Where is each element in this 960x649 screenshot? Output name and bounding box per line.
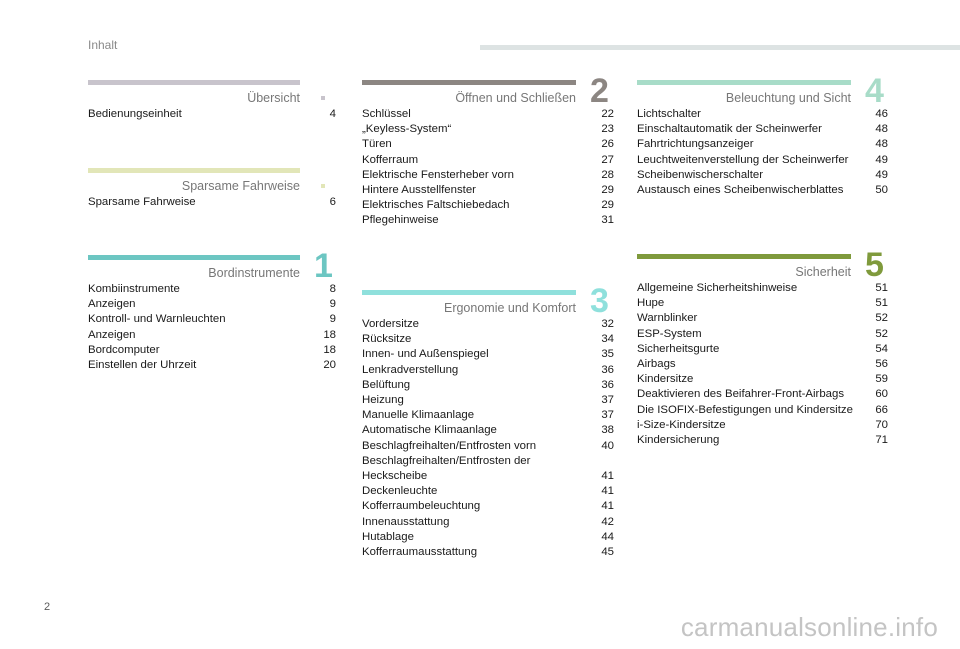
entry-page: 20 (323, 359, 336, 372)
entry-label: „Keyless-System“ (362, 123, 452, 136)
entry-page: 41 (601, 500, 614, 513)
entry-label: Sicherheitsgurte (637, 342, 720, 355)
toc-entry (362, 107, 614, 122)
entry-label: Elektrische Fensterheber vorn (362, 168, 514, 181)
toc-entry (362, 530, 614, 545)
entry-label: Bedienungseinheit (88, 108, 182, 120)
entry-page: 22 (601, 108, 614, 120)
entry-list (88, 282, 336, 373)
section-title: Übersicht (247, 91, 300, 105)
entry-list (362, 107, 614, 229)
toc-entry (637, 122, 888, 137)
toc-entry (637, 418, 888, 433)
section-bar (362, 80, 576, 85)
entry-label: Anzeigen (88, 298, 136, 311)
entry-page: 18 (323, 328, 336, 341)
entry-page: 48 (875, 123, 888, 136)
toc-entry (362, 153, 614, 168)
entry-page: 49 (875, 168, 888, 181)
toc-entry (637, 107, 888, 122)
entry-page: 35 (601, 348, 614, 361)
toc-entry (362, 363, 614, 378)
section-title: Bordinstrumente (208, 266, 300, 280)
entry-page: 36 (601, 363, 614, 376)
entry-label: Kofferraumbeleuchtung (362, 500, 481, 513)
entry-label: Hintere Ausstellfenster (362, 184, 476, 197)
entry-page: 51 (875, 282, 888, 294)
entry-label: Warnblinker (637, 312, 698, 325)
entry-label: Hutablage (362, 530, 414, 543)
toc-entry (637, 357, 888, 372)
section-uebersicht (88, 80, 336, 122)
toc-entry (637, 168, 888, 183)
entry-page: 41 (601, 485, 614, 498)
entry-label: Einstellen der Uhrzeit (88, 359, 197, 372)
header-bar (480, 45, 960, 50)
section-number: 3 (590, 282, 609, 320)
entry-label: Kofferraumausstattung (362, 546, 478, 559)
entry-label: Deckenleuchte (362, 485, 438, 498)
entry-label: Kofferraum (362, 153, 419, 166)
entry-page: 71 (875, 434, 888, 447)
entry-label: Lichtschalter (637, 108, 701, 120)
entry-label: Hupe (637, 297, 665, 310)
entry-page: 48 (875, 138, 888, 151)
section-marker (321, 184, 325, 188)
section-bar (88, 255, 300, 260)
entry-page: 52 (875, 312, 888, 325)
entry-label: Innenausstattung (362, 515, 450, 528)
toc-entry (637, 137, 888, 152)
entry-page: 37 (601, 409, 614, 422)
section-title: Sparsame Fahrweise (181, 179, 300, 193)
entry-page: 6 (329, 196, 336, 208)
toc-entry (88, 195, 336, 210)
entry-page: 8 (329, 283, 336, 295)
toc-entry (362, 347, 614, 362)
toc-entry (88, 297, 336, 312)
entry-page: 54 (875, 342, 888, 355)
toc-entry (88, 312, 336, 327)
section-marker (321, 96, 325, 100)
entry-label: Pflegehinweise (362, 214, 439, 227)
toc-entry (362, 545, 614, 560)
toc-entry (362, 122, 614, 137)
entry-label: Kontroll- und Warnleuchten (88, 313, 226, 326)
entry-page: 9 (329, 298, 336, 311)
entry-page: 38 (601, 424, 614, 437)
entry-page: 60 (875, 388, 888, 401)
entry-list (637, 281, 888, 448)
toc-entry (362, 332, 614, 347)
entry-label: Beschlagfreihalten/Entfrosten vorn (362, 439, 537, 452)
entry-label: Elektrisches Faltschiebedach (362, 199, 510, 212)
section-title: Beleuchtung und Sicht (725, 91, 851, 105)
toc-entry (362, 393, 614, 408)
section-title: Öffnen und Schließen (455, 91, 576, 105)
toc-entry (88, 107, 336, 122)
entry-label: Innen- und Außenspiegel (362, 348, 489, 361)
entry-page: 27 (601, 153, 614, 166)
section-sicherheit (637, 246, 888, 448)
entry-page: 40 (601, 439, 614, 452)
entry-page: 36 (601, 378, 614, 391)
entry-label: Rücksitze (362, 333, 412, 346)
entry-page: 46 (875, 108, 888, 120)
entry-page: 49 (875, 153, 888, 166)
entry-label: Kindersitze (637, 373, 694, 386)
entry-page: 31 (601, 214, 614, 227)
section-bar (637, 80, 851, 85)
entry-label: Schlüssel (362, 108, 411, 120)
entry-label: Anzeigen (88, 328, 136, 341)
entry-page: 37 (601, 394, 614, 407)
toc-entry (88, 358, 336, 373)
entry-page: 56 (875, 358, 888, 371)
entry-page: 29 (601, 184, 614, 197)
entry-label: Airbags (637, 358, 676, 371)
section-bar (362, 290, 576, 295)
entry-page: 9 (329, 313, 336, 326)
toc-entry (637, 433, 888, 448)
entry-label: Bordcomputer (88, 343, 160, 356)
toc-entry (637, 372, 888, 387)
section-number: 5 (865, 246, 884, 284)
entry-label: Einschaltautomatik der Scheinwerfer (637, 123, 822, 136)
entry-page: 42 (601, 515, 614, 528)
toc-entry (362, 137, 614, 152)
entry-page: 18 (323, 343, 336, 356)
toc-entry (362, 484, 614, 499)
entry-label: Belüftung (362, 378, 411, 391)
toc-entry (362, 378, 614, 393)
toc-entry (362, 408, 614, 423)
entry-page: 28 (601, 168, 614, 181)
toc-entry (88, 343, 336, 358)
entry-list (362, 317, 614, 560)
toc-entry (637, 296, 888, 311)
toc-entry (637, 387, 888, 402)
entry-label: Fahrtrichtungsanzeiger (637, 138, 754, 151)
entry-page: 70 (875, 418, 888, 431)
entry-page: 50 (875, 184, 888, 197)
toc-entry (362, 499, 614, 514)
entry-page: 32 (601, 318, 614, 330)
section-ergonomie-und-komfort (362, 282, 614, 560)
entry-label: Automatische Klimaanlage (362, 424, 497, 437)
entry-page: 52 (875, 327, 888, 340)
entry-list (88, 107, 336, 122)
toc-entry (362, 183, 614, 198)
toc-entry (362, 213, 614, 228)
entry-label: Die ISOFIX-Befestigungen und Kindersitze (637, 403, 853, 416)
entry-label: Lenkradverstellung (362, 363, 459, 376)
entry-label: Leuchtweitenverstellung der Scheinwerfer (637, 153, 849, 166)
entry-label: Kindersicherung (637, 434, 720, 447)
entry-label: i-Size-Kindersitze (637, 418, 726, 431)
section-oeffnen-und-schliessen (362, 72, 614, 229)
entry-label: Austausch eines Scheibenwischerblattes (637, 184, 844, 197)
entry-page: 29 (601, 199, 614, 212)
entry-label: Scheibenwischerschalter (637, 168, 763, 181)
toc-entry (362, 423, 614, 438)
toc-entry (362, 515, 614, 530)
toc-entry (637, 281, 888, 296)
entry-list (88, 195, 336, 210)
entry-page: 4 (329, 108, 336, 120)
toc-entry (362, 439, 614, 454)
entry-page: 44 (601, 530, 614, 543)
section-bar (637, 254, 851, 259)
toc-entry (362, 168, 614, 183)
entry-page: 34 (601, 333, 614, 346)
entry-page: 23 (601, 123, 614, 136)
toc-entry (637, 153, 888, 168)
entry-label: Kombiinstrumente (88, 283, 180, 295)
toc-entry (362, 454, 614, 484)
section-sparsame-fahrweise (88, 168, 336, 210)
section-bar (88, 168, 300, 173)
section-title: Sicherheit (795, 265, 851, 279)
entry-label: Beschlagfreihalten/Entfrosten der Heckscheibe (362, 454, 531, 483)
section-number: 2 (590, 72, 609, 110)
toc-entry (362, 198, 614, 213)
toc-entry (637, 403, 888, 418)
entry-list (637, 107, 888, 198)
section-number: 1 (314, 247, 333, 285)
entry-label: Türen (362, 138, 392, 151)
page-header-title: Inhalt (88, 38, 118, 52)
entry-page: 45 (601, 546, 614, 559)
entry-label: Deaktivieren des Beifahrer-Front-Airbags (637, 388, 845, 401)
toc-entry (637, 342, 888, 357)
entry-label: Manuelle Klimaanlage (362, 409, 475, 422)
entry-label: Sparsame Fahrweise (88, 196, 196, 208)
toc-entry (637, 183, 888, 198)
entry-page: 26 (601, 138, 614, 151)
entry-page: 66 (875, 403, 888, 416)
entry-page: 41 (601, 470, 614, 483)
toc-entry (88, 282, 336, 297)
entry-page: 51 (875, 297, 888, 310)
entry-label: ESP-System (637, 327, 702, 340)
toc-entry (88, 328, 336, 343)
watermark: carmanualsonline.info (680, 612, 938, 642)
section-title: Ergonomie und Komfort (443, 301, 576, 315)
section-bordinstrumente (88, 247, 336, 373)
entry-page: 59 (875, 373, 888, 386)
section-beleuchtung-und-sicht (637, 72, 888, 198)
toc-entry (362, 317, 614, 332)
toc-entry (637, 311, 888, 326)
entry-label: Allgemeine Sicherheitshinweise (637, 282, 798, 294)
section-number: 4 (865, 72, 884, 110)
page-number: 2 (44, 601, 51, 613)
entry-label: Vordersitze (362, 318, 419, 330)
entry-label: Heizung (362, 394, 404, 407)
section-bar (88, 80, 300, 85)
toc-entry (637, 327, 888, 342)
